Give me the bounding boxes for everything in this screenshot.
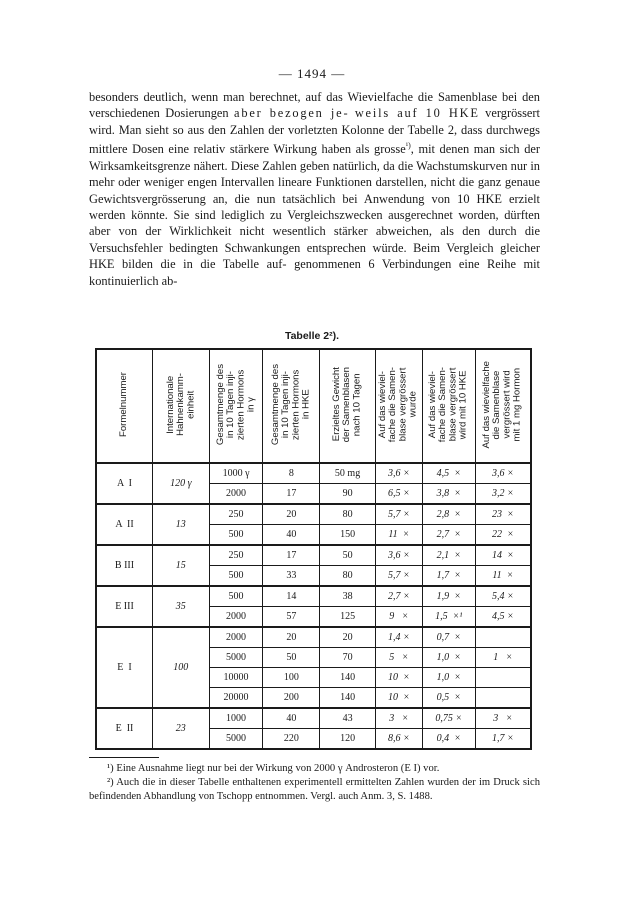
emphasis-text: weils auf 10 HKE (354, 106, 480, 121)
table-cell: 250 (209, 504, 263, 525)
table-cell: 6,5 × (375, 484, 422, 505)
text-line: vergrössert wird. Man sieht so aus den Zahlen (89, 106, 540, 137)
table-caption: Tabelle 2²). (284, 330, 340, 342)
table-cell: 38 (320, 586, 376, 607)
column-header: Erzieltes Gewicht der Samenblasen nach 10 Tagen (320, 349, 376, 463)
unit-cell: 35 (152, 586, 209, 627)
table-cell: 0,7 × (422, 627, 475, 648)
table-cell: 3,6 × (375, 545, 422, 566)
table-cell: 0,5 × (422, 688, 475, 709)
table-cell: 1,7 × (422, 566, 475, 587)
table-cell (475, 627, 531, 648)
text-line: Funktionen darstellen, nicht die ganz genaue Gewichtsvergrösserung (89, 175, 540, 206)
table-cell: 20000 (209, 688, 263, 709)
table-cell: 14 (263, 586, 320, 607)
table-cell: 100 (263, 668, 320, 688)
text-line: genommenen 6 Verbindungen eine Reihe mit kontinuierlich ab- (89, 257, 540, 288)
table-cell: 140 (320, 688, 376, 709)
unit-cell: 23 (152, 708, 209, 749)
table-cell: 5,7 × (375, 566, 422, 587)
table-cell: 3 × (475, 708, 531, 729)
table-cell: 20 (320, 627, 376, 648)
table-cell: 3 × (375, 708, 422, 729)
table-cell: 14 × (475, 545, 531, 566)
table-cell: 1000 (209, 708, 263, 729)
table-cell: 2,7 × (422, 525, 475, 546)
column-header: Formelnummer (96, 349, 152, 463)
table-row (96, 545, 531, 566)
text-line: Samenblase bei den verschiedenen Dosierungen (89, 90, 540, 121)
footnote: ²) Auch die in dieser Tabelle enthaltenen experimentell ermittelten Zahlen wurden der im Druck sich befindenden Abhandlung von Tschopp entnommen. Vergl. auch Anm. 3, S. 1488. (89, 777, 540, 803)
table-cell: 5000 (209, 729, 263, 750)
column-header: Internationale Hahnenkamm- einheit (152, 349, 209, 463)
text-line: würde. Beim Vergleich gleicher HKE bilden die in die Tabelle auf- (89, 240, 540, 272)
table-cell: 1,4 × (375, 627, 422, 648)
page-number: — 1494 — (278, 66, 346, 81)
formula-cell: E III (96, 586, 152, 627)
table-cell: 50 mg (320, 463, 376, 484)
table-cell: 1,0 × (422, 648, 475, 668)
table-cell: 500 (209, 586, 263, 607)
text-line: dürften aber von der Wirklichkeit nicht wesentlich stärker abweichen, (89, 207, 540, 239)
table-cell: 10000 (209, 668, 263, 688)
table-cell: 10 × (375, 688, 422, 709)
table-cell: 11 × (475, 566, 531, 587)
table-cell: 8,6 × (375, 729, 422, 750)
footnote: ¹) Eine Ausnahme liegt nur bei der Wirkung von 2000 γ Androsteron (E I) vor. (107, 763, 440, 774)
text-line: , mit denen man sich (410, 142, 520, 157)
table-cell: 33 (263, 566, 320, 587)
table-cell: 2000 (209, 607, 263, 628)
data-table (95, 348, 532, 750)
table-cell: 0,75 × (422, 708, 475, 729)
text-line: eine relativ stärkere Wirkung haben als grosse (168, 142, 406, 157)
table-cell: 1,0 × (422, 668, 475, 688)
table-cell: 90 (320, 484, 376, 505)
unit-cell: 15 (152, 545, 209, 586)
table-row (96, 708, 531, 729)
table-cell: 23 × (475, 504, 531, 525)
table-cell: 2,7 × (375, 586, 422, 607)
formula-cell: A II (96, 504, 152, 545)
table-cell: 9 × (375, 607, 422, 628)
table-cell: 17 (263, 545, 320, 566)
column-header: Gesamtmenge des in 10 Tagen inji- zierten Hormons in γ (209, 349, 263, 463)
table-row (96, 463, 531, 484)
table-cell: 200 (263, 688, 320, 709)
table-cell: 500 (209, 525, 263, 546)
table-cell: 1,9 × (422, 586, 475, 607)
table-cell: 2,8 × (422, 504, 475, 525)
table-cell: 80 (320, 504, 376, 525)
table-cell: 57 (263, 607, 320, 628)
emphasis-text: aber bezogen je- (234, 106, 350, 121)
table-cell (475, 668, 531, 688)
table-cell: 40 (263, 525, 320, 546)
table-header-row (96, 349, 531, 463)
formula-cell: A I (96, 463, 152, 504)
table-cell: 3,8 × (422, 484, 475, 505)
formula-cell: B III (96, 545, 152, 586)
column-header: Auf das wievielfache die Samenblase vergrössert wird mit 1 mg Hormon (475, 349, 531, 463)
text-line: der Wirksamkeitsgrenze nähert. Diese Zahlen geben natürlich, da die (89, 142, 541, 173)
table-cell: 8 (263, 463, 320, 484)
text-line: Wachstumskurven nur in mehr oder weniger engen Intervallen lineare (89, 158, 541, 190)
table-cell: 20 (263, 627, 320, 648)
unit-cell: 100 (152, 627, 209, 708)
table-cell: 5,4 × (475, 586, 531, 607)
table-cell (475, 688, 531, 709)
table-cell: 4,5 × (422, 463, 475, 484)
table-cell: 500 (209, 566, 263, 587)
table-cell: 125 (320, 607, 376, 628)
table-row (96, 504, 531, 525)
table-cell: 20 (263, 504, 320, 525)
table-cell: 2000 (209, 627, 263, 648)
table-cell: 43 (320, 708, 376, 729)
table-cell: 0,4 × (422, 729, 475, 750)
column-header: Gesamtmenge des in 10 Tagen inji- zierten Hormons in HKE (263, 349, 320, 463)
table-cell: 2000 (209, 484, 263, 505)
unit-cell: 13 (152, 504, 209, 545)
table-cell: 1000 γ (209, 463, 263, 484)
table-cell: 10 × (375, 668, 422, 688)
table-cell: 2,1 × (422, 545, 475, 566)
column-header: Auf das wieviel- fache die Samen- blase vergrössert wurde (375, 349, 422, 463)
footnotes (89, 762, 540, 805)
table-cell: 80 (320, 566, 376, 587)
text-line: der vorletzten Kolonne der Tabelle 2, dass durchwegs mittlere Dosen (89, 122, 540, 157)
table-cell: 5000 (209, 648, 263, 668)
body-paragraph (89, 89, 540, 289)
table-cell: 50 (320, 545, 376, 566)
table-row (96, 586, 531, 607)
table-cell: 3,2 × (475, 484, 531, 505)
table-cell: 22 × (475, 525, 531, 546)
formula-cell: E II (96, 708, 152, 749)
table-cell: 1 × (475, 648, 531, 668)
table-cell: 250 (209, 545, 263, 566)
table-cell: 40 (263, 708, 320, 729)
table-cell: 1,5 ×¹ (422, 607, 475, 628)
table-cell: 150 (320, 525, 376, 546)
table-cell: 17 (263, 484, 320, 505)
table-cell: 50 (263, 648, 320, 668)
table-cell: 140 (320, 668, 376, 688)
table-cell: 3,6 × (375, 463, 422, 484)
table-cell: 11 × (375, 525, 422, 546)
table-cell: 70 (320, 648, 376, 668)
footnote-divider (89, 757, 159, 758)
table-cell: 5 × (375, 648, 422, 668)
column-header: Auf das wieviel- fache die Samen- blase vergrössert wird mit 10 HKE (422, 349, 475, 463)
text-line: als den durch die Versuchsfehler bedingten Schwankungen entsprechen (89, 224, 541, 255)
table-cell: 220 (263, 729, 320, 750)
table-cell: 5,7 × (375, 504, 422, 525)
table-cell: 1,7 × (475, 729, 531, 750)
table-cell: 4,5 × (475, 607, 531, 628)
unit-cell: 120 γ (152, 463, 209, 504)
text-line: an, die nun tatsächlich bei Anwendung von 10 HKE erzielt werden (89, 191, 540, 222)
footnote-ref: ¹) (405, 141, 411, 151)
formula-cell: E I (96, 627, 152, 708)
table-cell: 3,6 × (475, 463, 531, 484)
table-cell: 120 (320, 729, 376, 750)
table-row (96, 627, 531, 648)
text-line: besonders deutlich, wenn man berechnet, auf das Wievielfache die (89, 90, 434, 104)
text-line: könnte. Sie sind lediglich zu Vergleichszwecken ausgerechnet worden, (131, 207, 499, 222)
